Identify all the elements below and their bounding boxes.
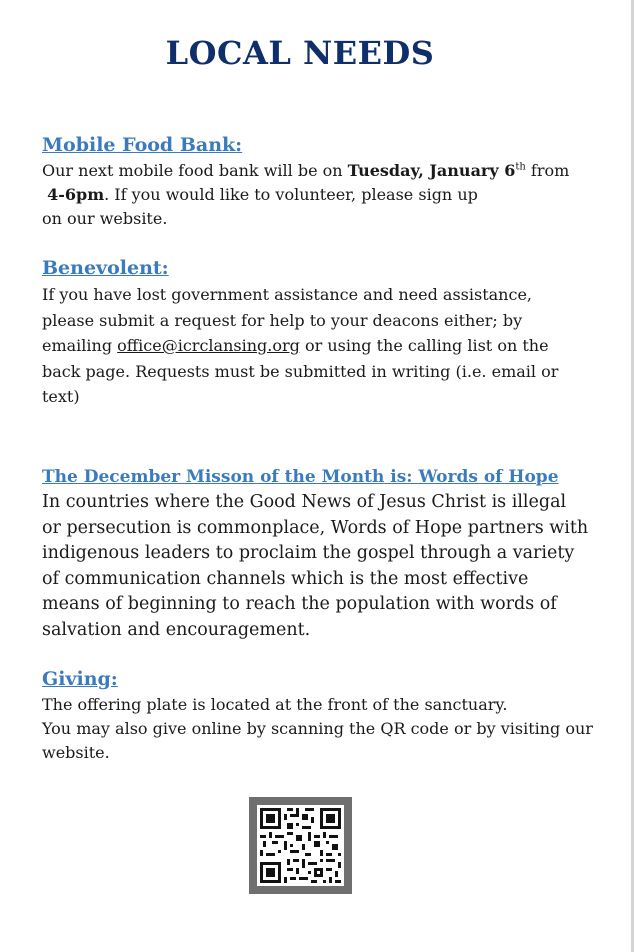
food-bank-text-4: on our website. [42,209,168,228]
qr-code-icon [257,805,344,886]
food-bank-date-suffix: th [515,161,526,173]
food-bank-text-1: Our next mobile food bank will be on [42,161,348,180]
benevolent-line-4: back page. Requests must be submitted in writing (i.e. email or [42,361,559,381]
page-title: LOCAL NEEDS [165,34,435,72]
benevolent-heading: Benevolent: [42,257,169,279]
section-mission-of-month [42,465,588,643]
mission-text [42,490,588,643]
benevolent-text [42,282,558,410]
food-bank-text [42,159,569,231]
mission-line: In countries where the Good News of Jesus Christ is illegal [42,492,567,512]
mission-line: of communication channels which is the most effective [42,568,529,589]
food-bank-text-3: . If you would like to volunteer, please sign up [104,185,478,204]
deacons-email-link[interactable]: office@icrclansing.org [117,336,300,355]
mission-line: or persecution is commonplace, Words of Hope partners with [42,517,589,538]
benevolent-line-2: please submit a request for help to your deacons either; by [42,310,523,330]
giving-text [42,693,593,765]
giving-line-2: You may also give online by scanning the QR code or by visiting our [42,719,593,738]
qr-code-graphic [257,805,344,886]
benevolent-line-3-post: or using the calling list on the [299,336,549,355]
section-benevolent [42,256,558,410]
food-bank-text-2: from [525,161,570,180]
food-bank-time: 4-6pm [47,185,105,204]
food-bank-date: Tuesday, January 6 [347,161,516,180]
giving-line-3: website. [42,743,110,762]
mission-line: salvation and encouragement. [42,619,311,640]
mission-line: indigenous leaders to proclaim the gospel through a variety [42,543,575,563]
giving-heading: Giving: [42,668,118,690]
giving-line-1: The offering plate is located at the front of the sanctuary. [42,695,508,714]
food-bank-heading: Mobile Food Bank: [42,134,243,156]
benevolent-line-3-pre: emailing [42,336,118,355]
benevolent-line-1: If you have lost government assistance and need assistance, [42,285,532,304]
section-mobile-food-bank [42,133,569,231]
benevolent-line-5: text) [42,387,80,406]
mission-line: means of beginning to reach the population with words of [42,594,557,614]
mission-heading: The December Misson of the Month is: Words of Hope [42,467,559,487]
section-giving [42,667,593,765]
qr-code-frame[interactable] [249,797,352,894]
